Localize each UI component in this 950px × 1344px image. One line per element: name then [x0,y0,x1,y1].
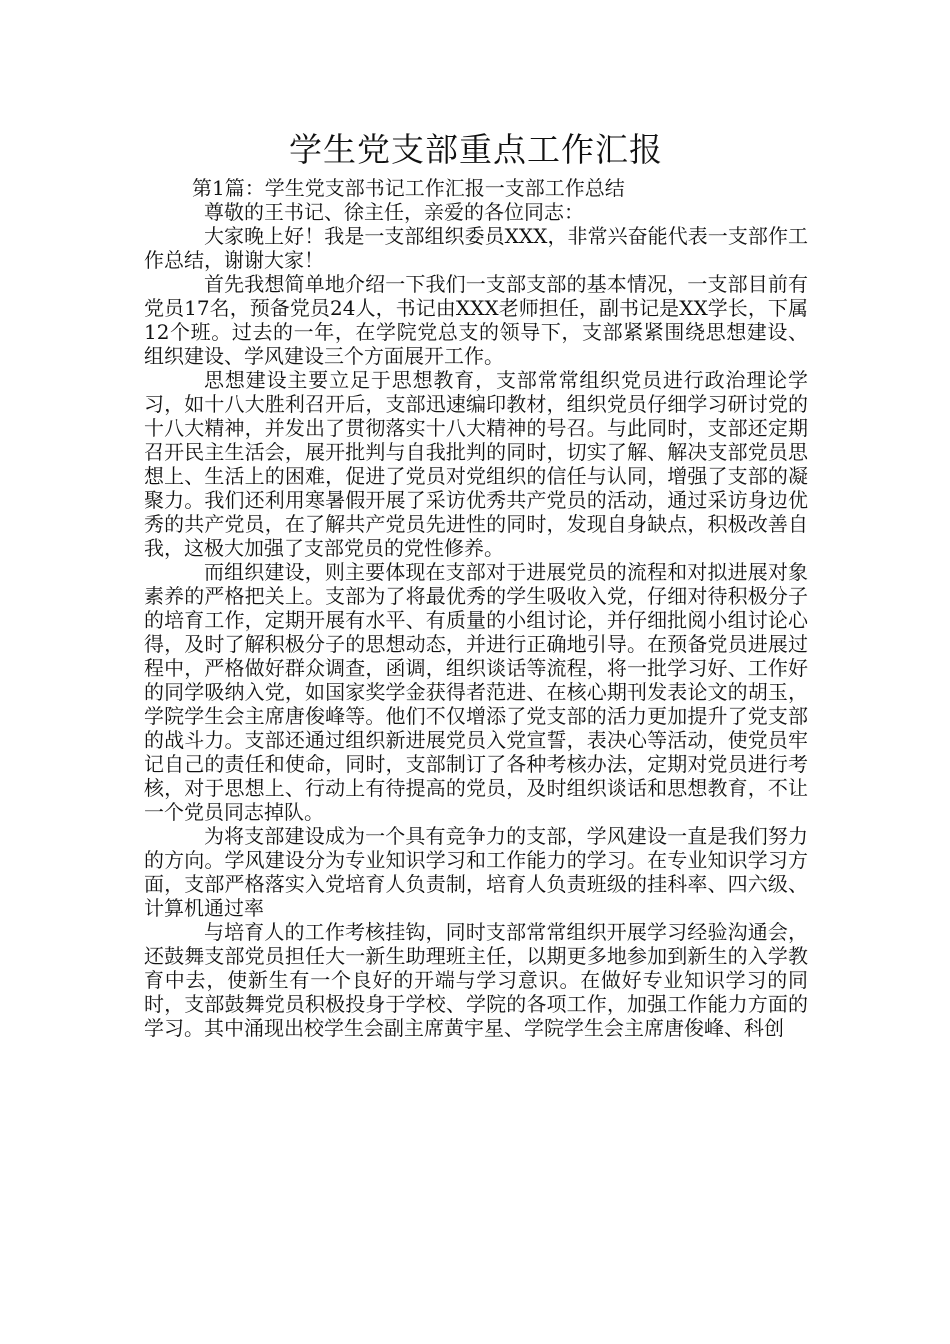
paragraph-overview: 首先我想简单地介绍一下我们一支部支部的基本情况，一支部目前有党员17名，预备党员24人，书记由XXX老师担任，副书记是XX学长，下属12个班。过去的一年，在学院党总支的领导下，支部紧紧围绕思想建设、组织建设、学风建设三个方面展开工作。 [144,272,808,368]
document-page [144,128,808,1040]
paragraph-study-style: 为将支部建设成为一个具有竞争力的支部，学风建设一直是我们努力的方向。学风建设分为专业知识学习和工作能力的学习。在专业知识学习方面，支部严格落实入党培育人负责制，培育人负责班级的挂科率、四六级、计算机通过率 [144,824,808,920]
document-subtitle: 第1篇：学生党支部书记工作汇报一支部工作总结 [192,176,625,200]
greeting-line: 尊敬的王书记、徐主任，亲爱的各位同志： [204,200,584,224]
paragraph-training: 与培育人的工作考核挂钩，同时支部常常组织开展学习经验沟通会，还鼓舞支部党员担任大一新生助理班主任，以期更多地参加到新生的入学教育中去，使新生有一个良好的开端与学习意识。在做好专业知识学习的同时，支部鼓舞党员积极投身于学校、学院的各项工作，加强工作能力方面的学习。其中涌现出校学生会副主席黄宇星、学院学生会主席唐俊峰、科创 [144,920,808,1040]
document-title: 学生党支部重点工作汇报 [289,130,663,169]
paragraph-organizational: 而组织建设，则主要体现在支部对于进展党员的流程和对拟进展对象素养的严格把关上。支部为了将最优秀的学生吸收入党，仔细对待积极分子的培育工作，定期开展有水平、有质量的小组讨论，并仔细批阅小组讨论心得，及时了解积极分子的思想动态，并进行正确地引导。在预备党员进展过程中，严格做好群众调查，函调，组织谈话等流程，将一批学习好、工作好的同学吸纳入党，如国家奖学金获得者范进、在核心期刊发表论文的胡玉，学院学生会主席唐俊峰等。他们不仅增添了党支部的活力更加提升了党支部的战斗力。支部还通过组织新进展党员入党宣誓，表决心等活动，使党员牢记自己的责任和使命，同时，支部制订了各种考核办法，定期对党员进行考核，对于思想上、行动上有待提高的党员，及时组织谈话和思想教育，不让一个党员同志掉队。 [144,560,808,824]
paragraph-opening: 大家晚上好！我是一支部组织委员XXX，非常兴奋能代表一支部作工作总结，谢谢大家！ [144,224,808,272]
paragraph-ideological: 思想建设主要立足于思想教育，支部常常组织党员进行政治理论学习，如十八大胜利召开后，支部迅速编印教材，组织党员仔细学习研讨党的十八大精神，并发出了贯彻落实十八大精神的号召。与此同时，支部还定期召开民主生活会，展开批判与自我批判的同时，切实了解、解决支部党员思想上、生活上的困难，促进了党员对党组织的信任与认同，增强了支部的凝聚力。我们还利用寒暑假开展了采访优秀共产党员的活动，通过采访身边优秀的共产党员，在了解共产党员先进性的同时，发现自身缺点，积极改善自我，这极大加强了支部党员的党性修养。 [144,368,808,560]
